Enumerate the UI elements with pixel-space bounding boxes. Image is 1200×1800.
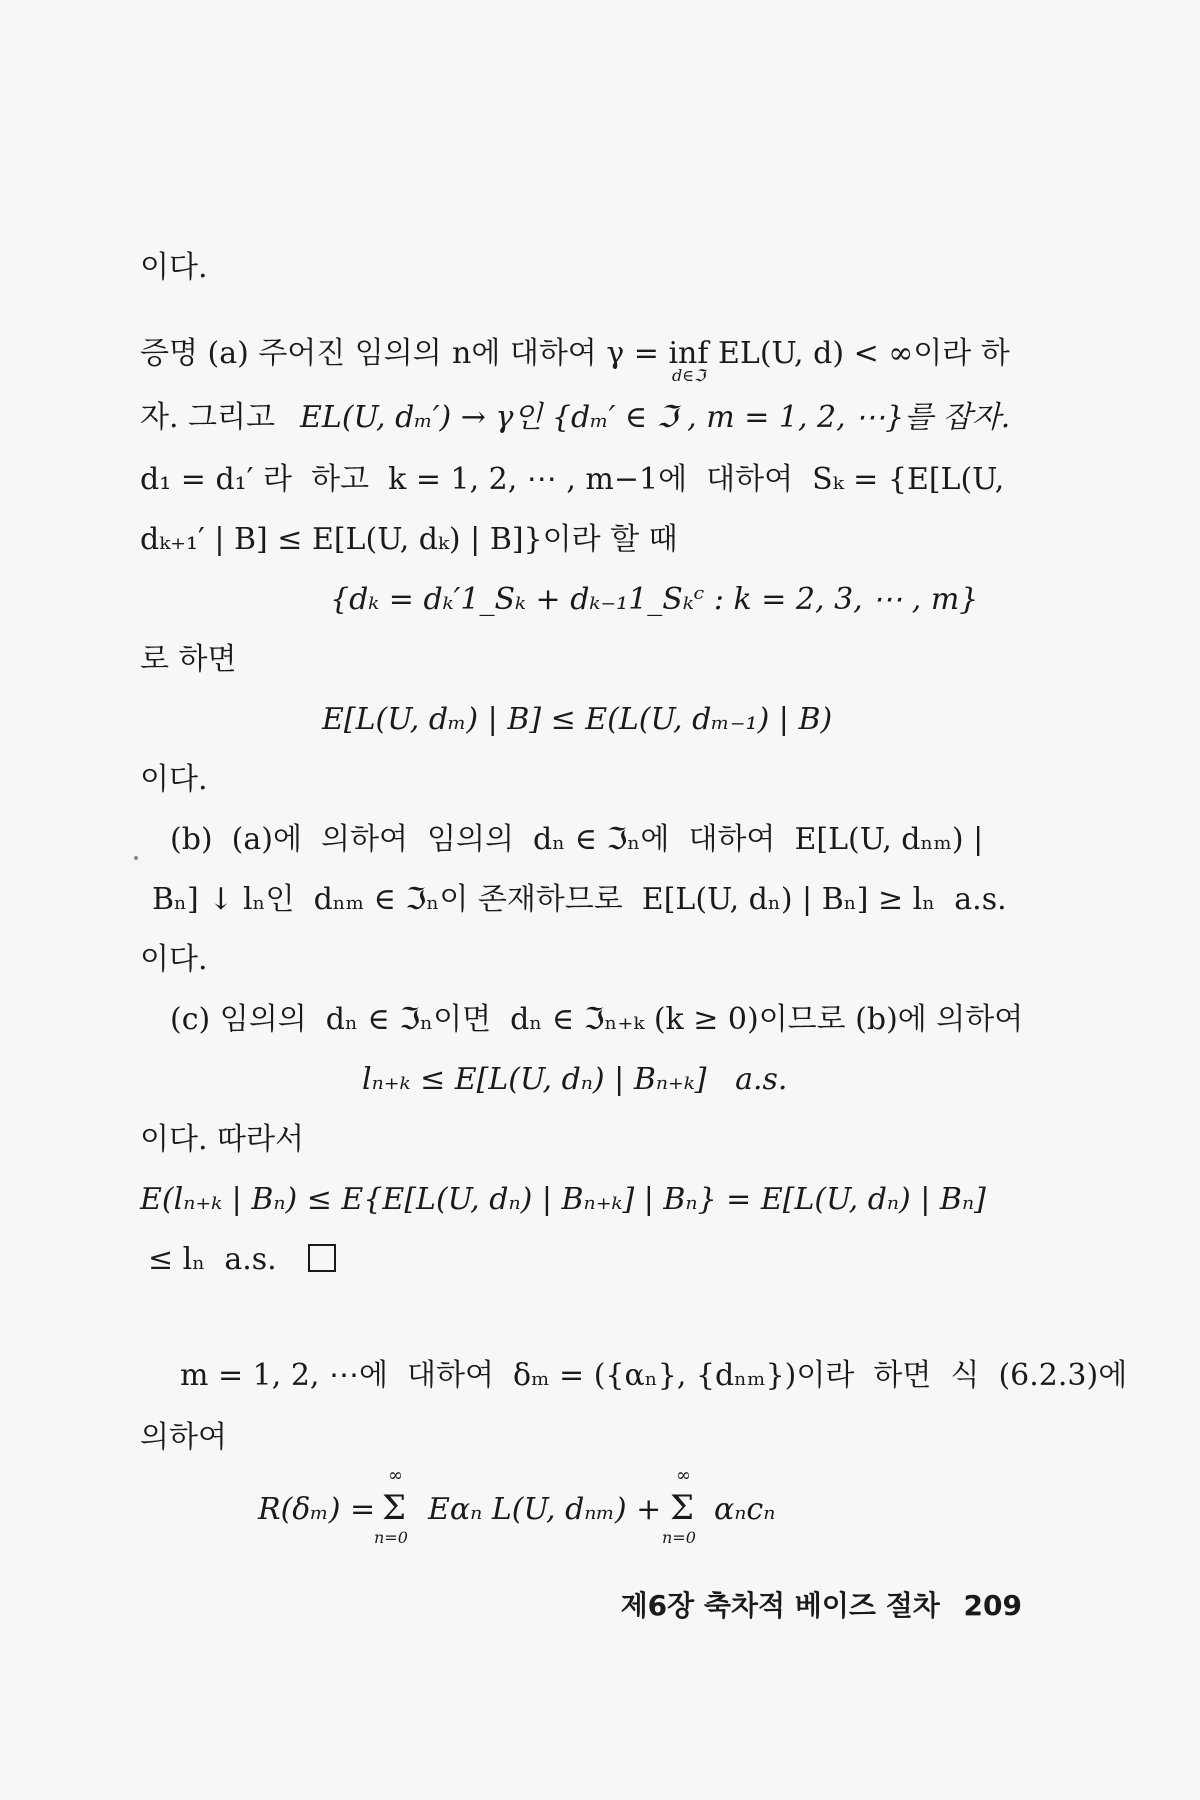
- running-head: 제6장 축차적 베이즈 절차: [620, 1589, 940, 1622]
- line-text: (b) (a)에 의하여 임의의 dₙ ∈ ℑₙ에 대하여 E[L(U, dₙₘ) |: [170, 822, 984, 857]
- line-text: (c) 임의의 dₙ ∈ ℑₙ이면 dₙ ∈ ℑₙ₊ₖ (k ≥ 0)이므로 (b)에 의하여: [170, 1002, 1024, 1037]
- line-text: m = 1, 2, ⋯에 대하여 δₘ = ({αₙ}, {dₙₘ})이라 하면 식 (6.2.3)에: [180, 1358, 1128, 1393]
- line-math: E(lₙ₊ₖ | Bₙ) ≤ E{E[L(U, dₙ) | Bₙ₊ₖ] | Bₙ} = E[L(U, dₙ) | Bₙ]: [140, 1182, 986, 1217]
- line-text: 이다.: [140, 762, 208, 797]
- stray-dot: [134, 856, 138, 860]
- inf-subscript-text: d∈ℑ: [672, 366, 706, 385]
- line-text: 이다. 따라서: [140, 1122, 304, 1157]
- proof-label: 증명 (a) 주어진 임의의: [140, 336, 442, 371]
- line-text: 자. 그리고: [140, 400, 275, 435]
- line-text: dₖ₊₁′ | B] ≤ E[L(U, dₖ) | B]}이라 할 때: [140, 522, 678, 557]
- line-text: d₁ = d₁′ 라 하고 k = 1, 2, ⋯ , m−1에 대하여 Sₖ = {E[L(U,: [140, 462, 1005, 497]
- line-text: 의하여: [140, 1420, 227, 1455]
- equation-term: Eαₙ L(U, dₙₘ) +: [428, 1492, 662, 1527]
- line-math: EL(U, dₘ′) → γ인 {dₘ′ ∈ ℑ , m = 1, 2, ⋯}를 잡자.: [300, 400, 1011, 435]
- page-number: 209: [963, 1589, 1022, 1622]
- equation-text: E[L(U, dₘ) | B] ≤ E(L(U, dₘ₋₁) | B): [322, 702, 833, 737]
- equation-lhs: R(δₘ) =: [258, 1492, 376, 1527]
- line-text: n에 대하여 γ = inf EL(U, d) < ∞이라 하: [452, 336, 1010, 371]
- sum-lower-limit: n=0: [662, 1528, 696, 1547]
- summation-icon: Σ: [382, 1488, 407, 1528]
- page-footer: [621, 1584, 1022, 1624]
- sum-lower-limit: n=0: [374, 1528, 408, 1547]
- line-text: 이다.: [140, 250, 208, 285]
- line-text: ≤ lₙ a.s.: [148, 1242, 277, 1277]
- equation-text: lₙ₊ₖ ≤ E[L(U, dₙ) | Bₙ₊ₖ] a.s.: [362, 1062, 788, 1097]
- sum-upper-limit: ∞: [388, 1465, 403, 1486]
- summation-icon: Σ: [670, 1488, 695, 1528]
- line-text: Bₙ] ↓ lₙ인 dₙₘ ∈ ℑₙ이 존재하므로 E[L(U, dₙ) | Bₙ] ≥ lₙ a.s.: [152, 882, 1007, 917]
- line-text: 로 하면: [140, 642, 237, 677]
- qed-box-icon: [308, 1244, 336, 1272]
- line-text: 이다.: [140, 942, 208, 977]
- equation-text: {dₖ = dₖ′1_Sₖ + dₖ₋₁1_Sₖᶜ : k = 2, 3, ⋯ , m}: [330, 582, 979, 617]
- equation-term: αₙcₙ: [714, 1492, 776, 1527]
- sum-upper-limit: ∞: [676, 1465, 691, 1486]
